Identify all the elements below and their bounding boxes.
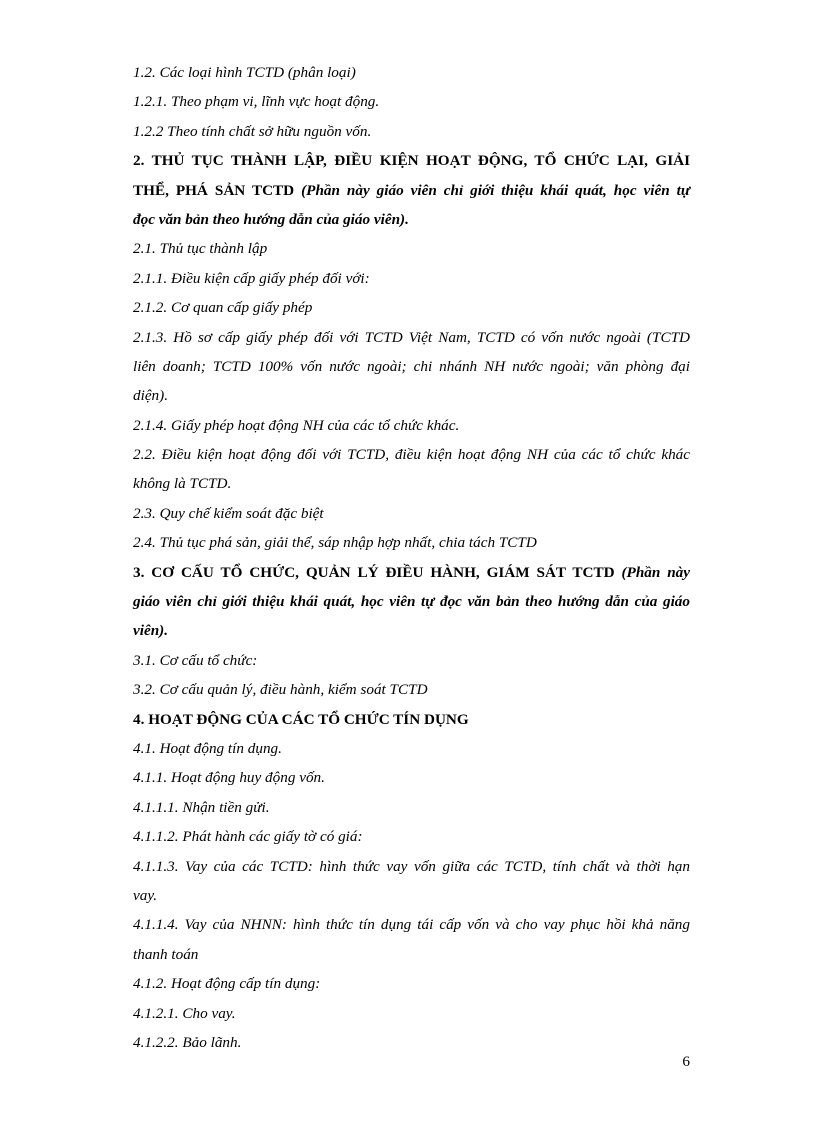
outline-item: 4.1.2. Hoạt động cấp tín dụng: [133, 975, 321, 993]
outline-item: 4.1.1. Hoạt động huy động vốn. [133, 769, 325, 787]
page-number: 6 [682, 1053, 690, 1070]
outline-item-continued: vay. [133, 886, 158, 904]
section-heading-2-line-2 [133, 176, 690, 205]
section-heading-3-note: (Phần này [621, 563, 690, 581]
outline-item: 4.1.1.1. Nhận tiền gửi. [133, 798, 270, 816]
outline-item: 1.2. Các loại hình TCTD (phân loại) [133, 64, 356, 81]
section-heading-3-line-3 [133, 616, 690, 645]
outline-item: 4.1.1.3. Vay của các TCTD: hình thức vay vốn giữa các TCTD, tính chất và thời hạn [133, 857, 690, 875]
section-heading-2-line-3 [133, 205, 690, 234]
outline-item-continued: thanh toán [133, 945, 199, 963]
outline-item: 2.4. Thủ tục phá sản, giải thể, sáp nhập hợp nhất, chia tách TCTD [133, 534, 537, 552]
section-heading-2-text: 2. THỦ TỤC THÀNH LẬP, ĐIỀU KIỆN HOẠT ĐỘNG, TỔ CHỨC LẠI, GIẢI [133, 152, 690, 170]
document-page [133, 58, 690, 1057]
outline-item: 4.1.2.2. Bảo lãnh. [133, 1033, 242, 1051]
outline-item: 4.1.2.1. Cho vay. [133, 1004, 236, 1022]
outline-item: 4.1.1.2. Phát hành các giấy tờ có giá: [133, 828, 363, 846]
outline-item: 2.1.1. Điều kiện cấp giấy phép đối với: [133, 269, 370, 287]
section-heading-2-line-1 [133, 146, 690, 175]
section-heading-3-line-1 [133, 558, 690, 587]
outline-item-continued: liên doanh; TCTD 100% vốn nước ngoài; chi nhánh NH nước ngoài; văn phòng đại [133, 357, 690, 375]
outline-item: 4.1.1.4. Vay của NHNN: hình thức tín dụng tái cấp vốn và cho vay phục hồi khả năng [133, 916, 690, 934]
outline-item: 3.2. Cơ cấu quản lý, điều hành, kiểm soát TCTD [133, 681, 428, 699]
outline-item: 1.2.1. Theo phạm vi, lĩnh vực hoạt động. [133, 93, 380, 111]
outline-item: 2.3. Quy chế kiểm soát đặc biệt [133, 504, 324, 522]
outline-item: 2.2. Điều kiện hoạt động đối với TCTD, điều kiện hoạt động NH của các tổ chức khác [133, 446, 690, 464]
section-heading-2-note: (Phần này giáo viên chỉ giới thiệu khái quát, học viên tự [301, 181, 690, 199]
section-heading-3-text: 3. CƠ CẤU TỔ CHỨC, QUẢN LÝ ĐIỀU HÀNH, GIÁM SÁT TCTD [133, 563, 622, 581]
section-heading-2-text: THỂ, PHÁ SẢN TCTD [133, 181, 302, 199]
section-heading-3-line-2 [133, 587, 690, 616]
outline-item-continued: không là TCTD. [133, 475, 232, 493]
outline-item: 4.1. Hoạt động tín dụng. [133, 739, 282, 757]
section-heading-4: 4. HOẠT ĐỘNG CỦA CÁC TỔ CHỨC TÍN DỤNG [133, 710, 469, 728]
outline-item: 2.1. Thủ tục thành lập [133, 240, 268, 258]
section-heading-2-note: đọc văn bản theo hướng dẫn của giáo viên). [133, 210, 409, 228]
outline-item: 3.1. Cơ cấu tổ chức: [133, 651, 258, 669]
outline-item: 2.1.4. Giấy phép hoạt động NH của các tổ chức khác. [133, 416, 460, 434]
section-heading-3-note: viên). [133, 622, 169, 640]
section-heading-3-note: giáo viên chỉ giới thiệu khái quát, học viên tự đọc văn bản theo hướng dẫn của giáo [133, 593, 690, 611]
outline-item: 2.1.3. Hồ sơ cấp giấy phép đối với TCTD Việt Nam, TCTD có vốn nước ngoài (TCTD [133, 328, 690, 346]
outline-item-continued: diện). [133, 387, 169, 405]
outline-item: 1.2.2 Theo tính chất sở hữu nguồn vốn. [133, 122, 372, 140]
outline-item: 2.1.2. Cơ quan cấp giấy phép [133, 299, 313, 317]
